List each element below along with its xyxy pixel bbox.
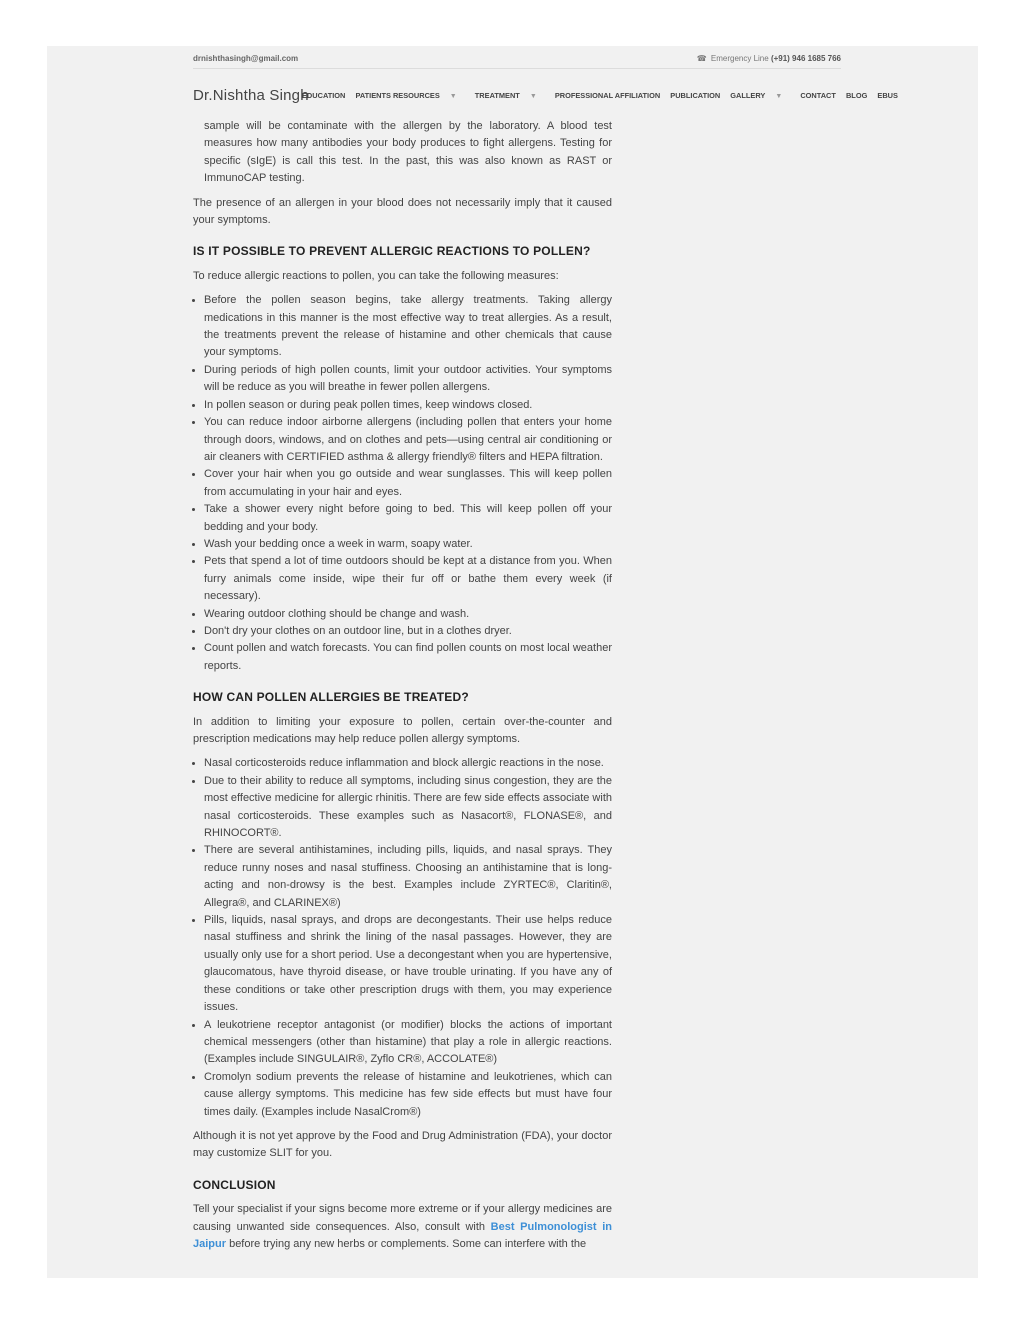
list-item: • You can reduce indoor airborne allergens (including pollen that enters your home through doors, windows, and on clothes and pets—using central air conditioning or air cleaners with CERTIFIED asthma & allergy friendly® filters and HEPA filtration. [204,414,612,466]
nav-item-patients-resources[interactable]: PATIENTS RESOURCES ▼ [355,91,457,100]
list-item: • Don't dry your clothes on an outdoor line, but in a clothes dryer. [204,623,612,640]
pulmonologist-link[interactable]: Best Pulmonologist in Jaipur [193,1220,612,1250]
nav-item-professional-affiliation[interactable]: PROFESSIONAL AFFILIATION [554,91,661,100]
heading-prevent: IS IT POSSIBLE TO PREVENT ALLERGIC REACTIONS TO POLLEN? [193,244,591,259]
nav-item-publication[interactable]: PUBLICATION [670,91,721,100]
nav-item-ebus[interactable]: EBUS [877,91,898,100]
treat-list [193,755,612,1121]
email-link[interactable]: drnishthasingh@gmail.com [193,54,299,63]
nav-menu [302,91,906,100]
list-item: • Take a shower every night before going to bed. This will keep pollen off your bedding and your body. [204,501,612,536]
top-bar [193,46,841,69]
nav-item-blog[interactable]: BLOG [845,91,868,100]
emergency-label: Emergency Line [710,54,769,63]
paragraph: Although it is not yet approve by the Food and Drug Administration (FDA), your doctor may customize SLIT for you. [193,1129,612,1160]
article-content [193,118,612,1260]
list-item: • There are several antihistamines, including pills, liquids, and nasal sprays. They reduce runny noses and nasal stuffiness. Choosing an antihistamine that is long-acting and non-drowsy is the best. Examples include ZYRTEC®, Claritin®, Allegra®, and CLARINEX®) [204,842,612,912]
conclusion-paragraph: Tell your specialist if your signs become more extreme or if your allergy medicines are causing unwanted side consequences. Also, consult with Best Pulmonologist in Jaipur before trying any new herbs or complements. Some can interfere with the [193,1203,612,1250]
list-item: • A leukotriene receptor antagonist (or modifier) blocks the actions of important chemical messengers (other than histamine) that play a role in allergic reactions. (Examples include SINGULAIR®, Zyflo CR®, ACCOLATE®) [204,1017,612,1069]
list-item: • Pills, liquids, nasal sprays, and drops are decongestants. Their use helps reduce nasal stuffiness and shrink the lining of the nasal passages. However, they are usually only use for a short period. Use a decongestant when you are hypertensive, glaucomatous, have thyroid disease, or have trouble urinating. If you have any of these conditions or take other prescription drugs with them, you may experience issues. [204,912,612,1016]
chevron-down-icon: ▼ [775,93,783,100]
page-frame [47,46,978,1278]
nav-item-contact[interactable]: CONTACT [800,91,836,100]
list-item: • During periods of high pollen counts, limit your outdoor activities. Your symptoms will be reduce as you will breathe in fewer pollen allergens. [204,362,612,397]
heading-treat: HOW CAN POLLEN ALLERGIES BE TREATED? [193,690,469,705]
list-item: • In pollen season or during peak pollen times, keep windows closed. [204,397,612,414]
list-item: • Wearing outdoor clothing should be change and wash. [204,606,612,623]
chevron-down-icon: ▼ [529,93,537,100]
main-nav [193,82,898,110]
paragraph: The presence of an allergen in your blood does not necessarily imply that it caused your symptoms. [193,196,612,227]
list-item: • Cover your hair when you go outside and wear sunglasses. This will keep pollen from accumulating in your hair and eyes. [204,466,612,501]
emergency-number: (+91) 946 1685 766 [770,54,841,63]
phone-icon: ☎ [696,54,707,63]
nav-item-gallery[interactable]: GALLERY ▼ [730,91,783,100]
list-item: • Cromolyn sodium prevents the release of histamine and leukotrienes, which can cause allergy symptoms. This medicine has few side effects but must have four times daily. (Examples include NasalCrom®) [204,1069,612,1121]
list-item: • Due to their ability to reduce all symptoms, including sinus congestion, they are the most effective medicine for allergic rhinitis. There are few side effects associate with nasal corticosteroids. These examples such as Nasacort®, FLONASE®, and RHINOCORT®. [204,773,612,843]
list-item: • Pets that spend a lot of time outdoors should be kept at a distance from you. When furry animals come inside, wipe their fur off or bathe them every week (if necessary). [204,553,612,605]
paragraph: In addition to limiting your exposure to pollen, certain over-the-counter and prescription medications may help reduce pollen allergy symptoms. [193,715,612,745]
prevent-list [193,292,612,675]
continued-list-item: sample will be contaminate with the allergen by the laboratory. A blood test measures how many antibodies your body produces to fight allergens. Testing for specific (sIgE) is call this test. In the past, this was also known as RAST or ImmunoCAP testing. [204,120,612,185]
list-item: • Count pollen and watch forecasts. You can find pollen counts on most local weather reports. [204,640,612,675]
list-item: • Before the pollen season begins, take allergy treatments. Taking allergy medications in this manner is the most effective way to treat allergies. As a result, the treatments prevent the release of histamine and other chemicals that cause your symptoms. [204,292,612,362]
heading-conclusion: CONCLUSION [193,1177,276,1192]
list-item: • Wash your bedding once a week in warm, soapy water. [204,536,612,553]
site-logo[interactable]: Dr.Nishtha Singh [193,87,309,104]
emergency-line[interactable] [697,54,841,63]
chevron-down-icon: ▼ [449,93,457,100]
paragraph: To reduce allergic reactions to pollen, you can take the following measures: [193,269,559,282]
list-item: • Nasal corticosteroids reduce inflammation and block allergic reactions in the nose. [204,755,612,772]
nav-item-education[interactable]: EDUCATION [302,91,346,100]
nav-item-treatment[interactable]: TREATMENT ▼ [474,91,537,100]
